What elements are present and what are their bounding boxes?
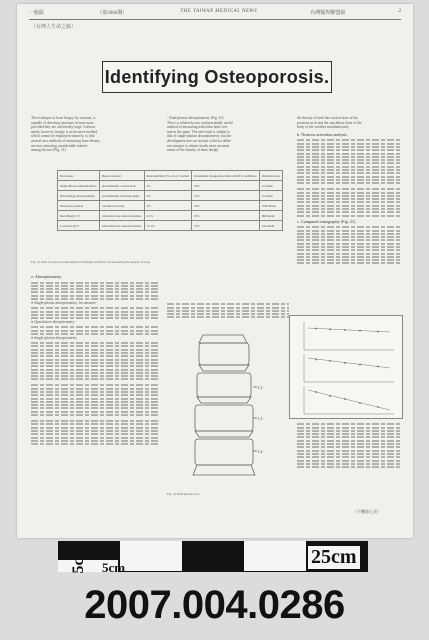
table-cell: predominantly trabecular spine <box>99 191 144 201</box>
scale-block <box>244 541 306 571</box>
table-cell: 1000 mrem <box>259 201 282 211</box>
text-line: ent energies to obtain results more accurate <box>167 143 230 148</box>
table-cell: 100 mrem <box>259 221 282 231</box>
text-line: ments of the density of bone deeply <box>167 148 219 153</box>
table-row <box>58 201 283 211</box>
table-cell: 15% <box>191 191 259 201</box>
header-issue-tag: （第3666期） <box>97 11 128 16</box>
table-header-row <box>58 171 283 181</box>
table-header: Reproducibility (%, error) / normal <box>144 171 191 181</box>
text-line: among doctors (Fig. 21). <box>31 148 67 153</box>
masthead: THE TAIWAN MEDICAL NEWS <box>180 9 258 14</box>
issue-line: （台灣人生命之路） <box>31 25 77 30</box>
table-header: Incremental change detectable with 95% confidence <box>191 171 259 181</box>
scale-label-5cm: 5cm <box>102 560 126 575</box>
right-column <box>297 116 401 312</box>
text-line: posterior arch and the cancellous bone of the <box>297 120 362 125</box>
article-title-box <box>102 61 332 93</box>
lower-left-column <box>31 272 159 518</box>
text-line: This is a relatively new and potentially useful <box>167 120 233 125</box>
table-cell: Low Dose QCT <box>58 221 100 231</box>
text-line: provided they are sufficiently large. Unfortu- <box>31 125 96 130</box>
text-line: method of measuring trabecular bone con- <box>167 125 228 130</box>
text-line: nately, however, biopsy is an invasive method <box>31 129 98 134</box>
text-line: - Dual-photon absorptiometry (Fig. 21) <box>167 116 224 120</box>
text-line: which cannot be employed routinely, so that <box>31 134 95 139</box>
text-line: development uses an isotope with two differ- <box>167 138 232 143</box>
page-header <box>29 9 401 20</box>
text-line: capable of detecting increases in bone mass <box>31 120 94 125</box>
table-cell: 5-11% <box>144 221 191 231</box>
text-line: the density of both the cortical bone of the <box>297 116 358 120</box>
table-cell: 4-5% <box>144 211 191 221</box>
table-cell: 10 mrem <box>259 181 282 191</box>
bone-methods-table <box>57 170 283 231</box>
text-line: tent in the spine. The end result is similar to <box>167 129 231 134</box>
table-row <box>58 191 283 201</box>
table-cell: trabecular bone central vertebrae <box>99 221 144 231</box>
table-cell: Dual-Energy Absorptiometry <box>58 191 100 201</box>
lower-middle-text <box>167 302 289 328</box>
table-cell: 10% <box>191 201 259 211</box>
scale-label-vertical: 5cm <box>70 545 87 574</box>
accession-number: 2007.004.0286 <box>84 583 345 627</box>
left-intro-column <box>31 116 159 166</box>
text-line: several new methods of measuring bone density <box>31 138 101 143</box>
text-line: are now attracting considerable interest <box>31 143 88 148</box>
header-left: 一般版 <box>29 11 45 16</box>
table-cell: 800 mrem <box>259 211 282 221</box>
table-header: Bone evaluated <box>99 171 144 181</box>
section-heading: b. Neutron activation analysis <box>297 131 348 137</box>
section-heading: a. Absorptiometry <box>31 274 62 279</box>
bullet-item: ● Single-photon absorptiometry, for measure- <box>31 301 97 306</box>
table-cell: calcium total body <box>99 201 144 211</box>
table-row <box>58 221 283 231</box>
table-header: Radiation dose <box>259 171 282 181</box>
article-title: Identifying Osteoporosis. <box>104 66 330 87</box>
lower-right-column <box>297 422 401 502</box>
vertebra-label: L3 <box>258 416 263 421</box>
figure-caption: Fig. 22 Dual-photon scan <box>167 492 200 496</box>
bullet-item: ● Quantitative absorptiometry <box>31 320 75 325</box>
table-caption: Fig. 21 Data on selected bone mineral techniques available for measuring the density of bone <box>31 260 150 264</box>
scale-block <box>120 541 182 571</box>
newspaper-page <box>17 4 413 538</box>
continued-note: （下轉第七頁） <box>353 509 381 514</box>
table-cell: 10% <box>191 211 259 221</box>
table-cell: trabecular bone central vertebrae <box>99 211 144 221</box>
text-line: that of single-photon absorptiometry, but the <box>167 134 232 139</box>
table-row <box>58 181 283 191</box>
table-cell: Neutron Activation <box>58 201 100 211</box>
section-heading: c. Computed tomography (Fig. 21) <box>297 218 356 224</box>
table-cell: Dual-Energy CT <box>58 211 100 221</box>
table-cell: Single-Photon Absorptiometry <box>58 181 100 191</box>
table-cell: 5% <box>144 191 191 201</box>
page-number: 2 <box>398 9 401 14</box>
text-line: body of the vertebra simultaneously. <box>297 125 350 130</box>
bullet-item: ● Single-photon absorptiometry <box>31 336 78 341</box>
table-row <box>58 211 283 221</box>
vertebrae-figure <box>185 329 265 489</box>
density-graphs <box>289 315 403 419</box>
header-right: 台灣醫界聯盟報 <box>310 11 346 16</box>
table-cell: predominantly cortical bone <box>99 181 144 191</box>
scale-label-25cm: 25cm <box>308 546 360 569</box>
table-cell: 10 mrem <box>259 191 282 201</box>
table-cell: 2% <box>144 181 191 191</box>
table-cell: 15% <box>191 221 259 231</box>
middle-intro-column <box>167 116 289 166</box>
vertebra-label: L2 <box>258 385 263 390</box>
scale-block <box>182 541 244 571</box>
table-header: Procedures <box>58 171 100 181</box>
table-cell: 10% <box>191 181 259 191</box>
table-cell: 4% <box>144 201 191 211</box>
text-line: The technique of bone biopsy, by contrast, is <box>31 116 96 120</box>
vertebra-label: L4 <box>258 449 263 454</box>
